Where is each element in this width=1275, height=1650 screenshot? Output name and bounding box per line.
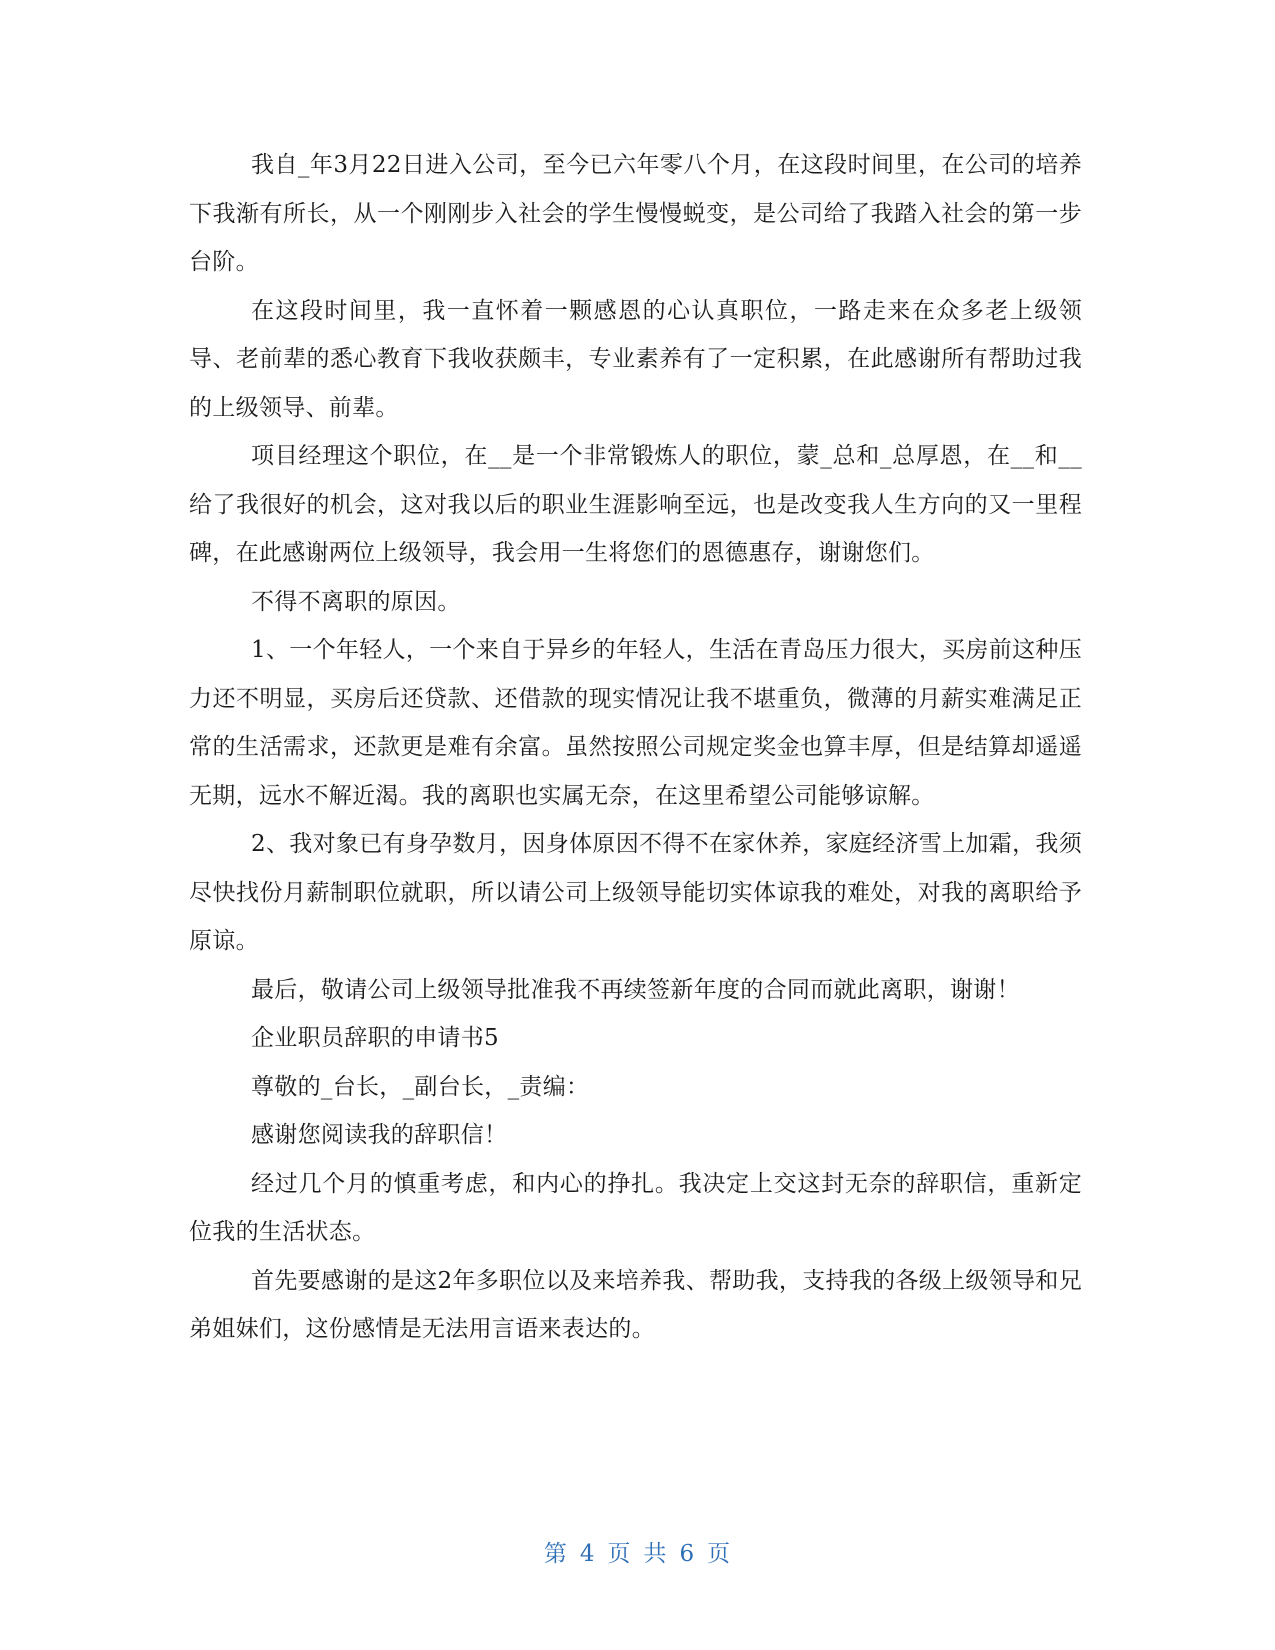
section-title: 企业职员辞职的申请书5 (251, 1025, 499, 1051)
paragraph-first-thanks: 首先要感谢的是这2年多职位以及来培养我、帮助我，支持我的各级上级领导和兄弟姐妹们，这份感情是无法用言语来表达的。 (189, 1267, 1082, 1342)
paragraph-decision: 经过几个月的慎重考虑，和内心的挣扎。我决定上交这封无奈的辞职信，重新定位我的生活状态。 (189, 1170, 1082, 1245)
paragraph-thanks-reading: 感谢您阅读我的辞职信！ (251, 1122, 508, 1148)
paragraph-gratitude-leaders: 在这段时间里，我一直怀着一颗感恩的心认真职位，一路走来在众多老上级领导、老前辈的悉心教育下我收获颇丰，专业素养有了一定积累，在此感谢所有帮助过我的上级领导、前辈。 (189, 297, 1082, 421)
footer-page-label: 第 (543, 1541, 568, 1567)
page-footer (0, 1535, 1275, 1568)
footer-total-pages: 6 (679, 1541, 696, 1567)
document-body (189, 141, 1082, 1354)
footer-page-unit: 页 (607, 1541, 632, 1567)
footer-current-page: 4 (579, 1541, 596, 1567)
footer-total-label: 共 (643, 1541, 668, 1567)
paragraph-project-manager-role: 项目经理这个职位，在__是一个非常锻炼人的职位，蒙_总和_总厚恩，在__和__给了我很好的机会，这对我以后的职业生涯影响至远，也是改变我人生方向的又一里程碑，在此感谢两位上级领导，我会用一生将您们的恩德惠存，谢谢您们。 (189, 443, 1082, 566)
paragraph-reason-2: 2、我对象已有身孕数月，因身体原因不得不在家休养，家庭经济雪上加霜，我须尽快找份月薪制职位就职，所以请公司上级领导能切实体谅我的难处，对我的离职给予原谅。 (189, 831, 1082, 954)
paragraph-closing-request: 最后，敬请公司上级领导批准我不再续签新年度的合同而就此离职，谢谢！ (251, 976, 1020, 1003)
salutation: 尊敬的_台长，_副台长，_责编： (251, 1073, 590, 1100)
paragraph-reason-1: 1、一个年轻人，一个来自于异乡的年轻人，生活在青岛压力很大，买房前这种压力还不明显，买房后还贷款、还借款的现实情况让我不堪重负，微薄的月薪实难满足正常的生活需求，还款更是难有余富。虽然按照公司规定奖金也算丰厚，但是结算却遥遥无期，远水不解近渴。我的离职也实属无奈，在这里希望公司能够谅解。 (189, 637, 1082, 809)
paragraph-employment-history: 我自_年3月22日进入公司，至今已六年零八个月，在这段时间里，在公司的培养下我渐有所长，从一个刚刚步入社会的学生慢慢蜕变，是公司给了我踏入社会的第一步台阶。 (189, 152, 1082, 275)
footer-total-unit: 页 (707, 1541, 732, 1567)
paragraph-reasons-heading: 不得不离职的原因。 (251, 588, 461, 615)
